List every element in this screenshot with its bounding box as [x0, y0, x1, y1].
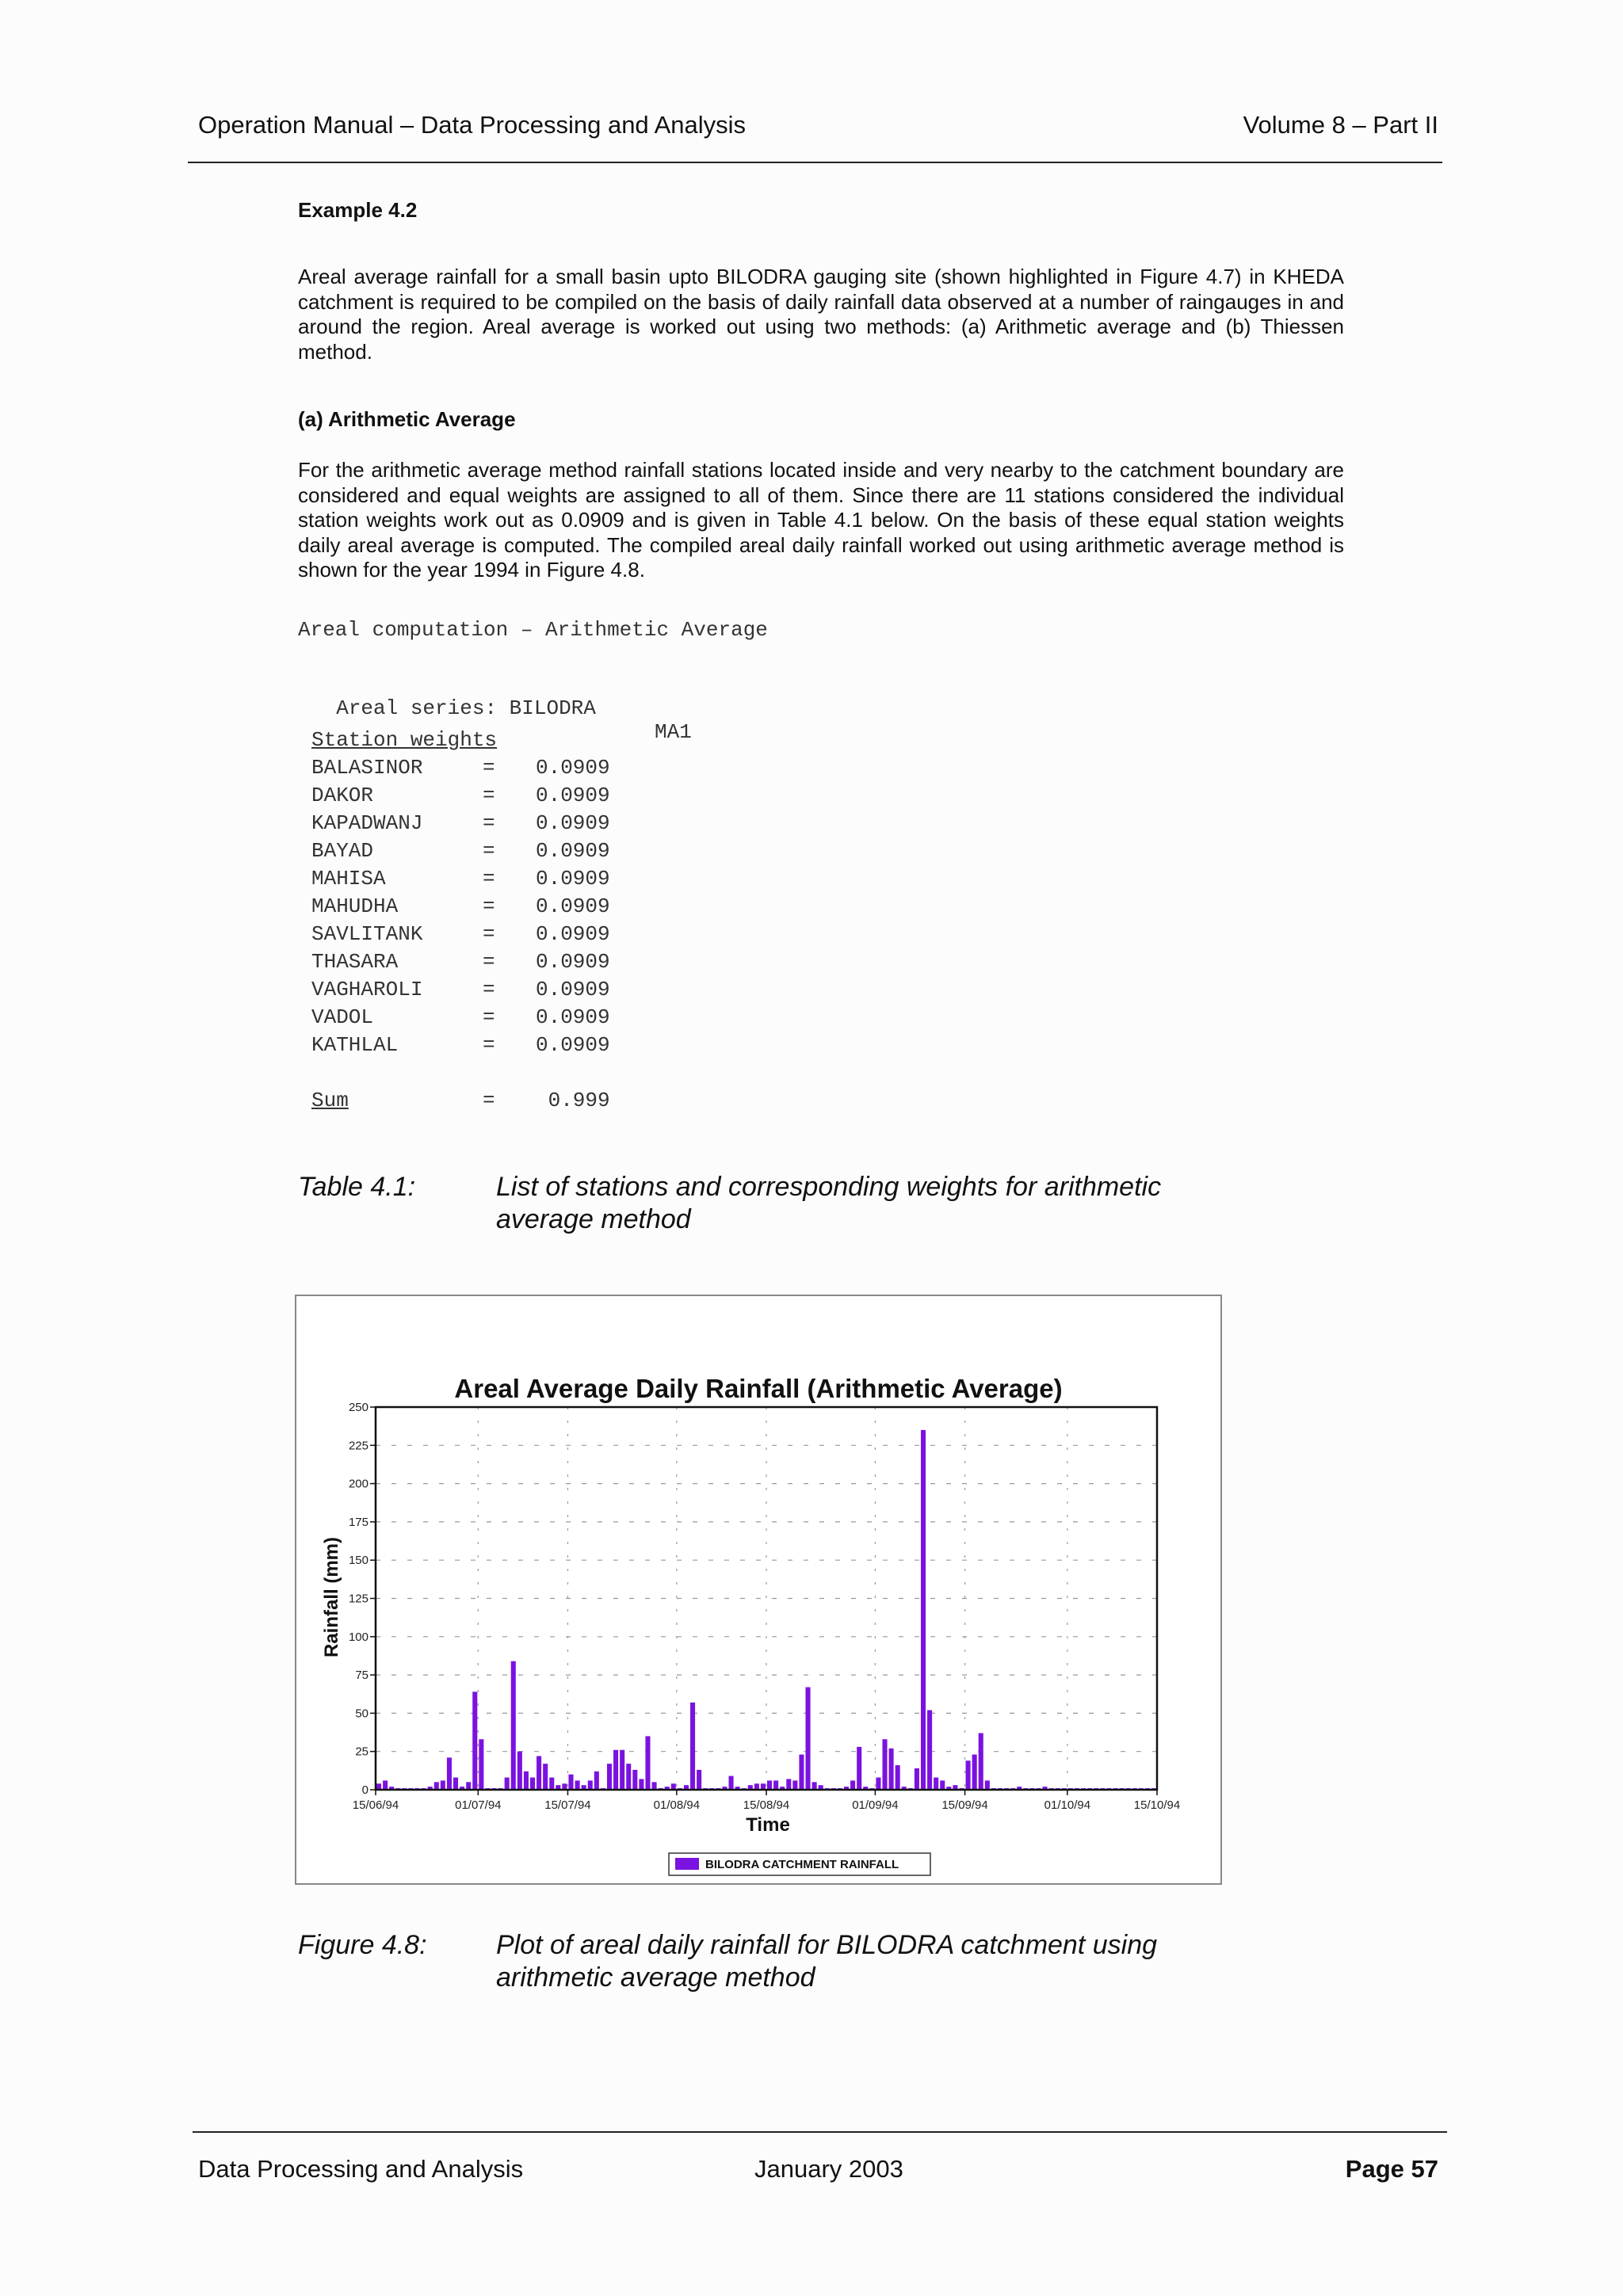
- y-tick-label: 225: [348, 1439, 369, 1453]
- station-name: BAYAD: [311, 839, 374, 863]
- header-left: Operation Manual – Data Processing and Analysis: [198, 111, 747, 139]
- rainfall-bar: [792, 1780, 797, 1790]
- figure-caption-text: Plot of areal daily rainfall for BILODRA catchment using arithmetic average method: [496, 1930, 1158, 1993]
- rainfall-bar: [530, 1778, 535, 1790]
- rainfall-chart-svg: [296, 1296, 1220, 1883]
- station-name: KATHLAL: [311, 1033, 399, 1057]
- chart-title: Areal Average Daily Rainfall (Arithmetic Average): [454, 1374, 1063, 1403]
- table-caption-text: List of stations and corresponding weights for arithmetic average method: [496, 1172, 1162, 1234]
- equals-sign: =: [483, 1033, 495, 1057]
- station-name: MAHUDHA: [311, 894, 399, 918]
- station-weight: 0.0909: [536, 894, 610, 918]
- equals-sign: =: [483, 1005, 495, 1029]
- footer-left: Data Processing and Analysis: [198, 2155, 524, 2183]
- station-weight: 0.0909: [536, 978, 610, 1001]
- rainfall-chart: [295, 1295, 1222, 1885]
- footer-center: January 2003: [754, 2155, 903, 2183]
- rainfall-bar: [537, 1756, 541, 1790]
- header-right: Volume 8 – Part II: [1243, 111, 1438, 139]
- equals-sign: =: [483, 1089, 495, 1112]
- rainfall-bar: [453, 1778, 458, 1790]
- rainfall-bar: [447, 1757, 452, 1790]
- x-tick-label: 15/09/94: [941, 1798, 988, 1812]
- figure-caption-label: Figure 4.8:: [298, 1930, 427, 1960]
- y-tick-label: 50: [355, 1707, 369, 1721]
- station-name: DAKOR: [311, 784, 374, 807]
- rainfall-bar: [889, 1749, 894, 1790]
- x-tick-label: 01/09/94: [852, 1798, 899, 1812]
- y-axis-label: Rainfall (mm): [321, 1536, 342, 1658]
- rainfall-bar: [383, 1780, 388, 1790]
- station-weight: 0.0909: [536, 867, 610, 891]
- station-weight: 0.0909: [536, 1005, 610, 1029]
- page-header: [198, 111, 1438, 139]
- rainfall-bar: [799, 1755, 804, 1790]
- legend-label: BILODRA CATCHMENT RAINFALL: [705, 1858, 899, 1871]
- rainfall-bar: [767, 1780, 772, 1790]
- rainfall-bar: [511, 1661, 516, 1790]
- series-code: MA1: [655, 720, 692, 744]
- equals-sign: =: [483, 784, 495, 807]
- rainfall-bar: [786, 1779, 791, 1790]
- x-tick-label: 15/10/94: [1133, 1798, 1181, 1812]
- computation-title: Areal computation – Arithmetic Average: [298, 618, 768, 642]
- x-tick-label: 01/10/94: [1044, 1798, 1091, 1812]
- station-name: SAVLITANK: [311, 922, 423, 946]
- intro-paragraph: Areal average rainfall for a small basin upto BILODRA gauging site (shown highlighted in Figure 4.7) in KHEDA catchment is required to be compiled on the basis of daily rainfall data observed at a number of raingauges in and around the region. Areal average is worked out using two methods: (a) Arithmetic average and (b) Thiessen method.: [298, 265, 1344, 364]
- rainfall-bar: [594, 1772, 599, 1790]
- y-tick-label: 25: [355, 1745, 369, 1759]
- station-weight: 0.0909: [536, 839, 610, 863]
- equals-sign: =: [483, 811, 495, 835]
- rainfall-bar: [966, 1760, 971, 1790]
- sum-label: Sum: [311, 1089, 349, 1112]
- header-divider: [188, 162, 1442, 163]
- series-label: Areal series: BILODRA: [336, 696, 596, 720]
- rainfall-bar: [896, 1765, 900, 1790]
- x-tick-label: 15/07/94: [544, 1798, 591, 1812]
- rainfall-bar: [882, 1739, 887, 1790]
- rainfall-bar: [806, 1688, 811, 1790]
- y-tick-label: 100: [348, 1630, 369, 1644]
- y-tick-label: 125: [348, 1592, 369, 1606]
- rainfall-bar: [613, 1750, 618, 1790]
- rainfall-bar: [697, 1770, 701, 1790]
- equals-sign: =: [483, 839, 495, 863]
- rainfall-bar: [505, 1778, 510, 1790]
- rainfall-bar: [915, 1768, 919, 1790]
- rainfall-bar: [850, 1780, 855, 1790]
- rainfall-bar: [985, 1780, 990, 1790]
- x-tick-label: 01/08/94: [653, 1798, 701, 1812]
- rainfall-bar: [524, 1772, 529, 1790]
- page-number: Page 57: [1345, 2155, 1438, 2183]
- equals-sign: =: [483, 922, 495, 946]
- rainfall-bar: [517, 1752, 522, 1790]
- rainfall-bar: [639, 1779, 643, 1790]
- rainfall-bar: [940, 1780, 945, 1790]
- station-name: MAHISA: [311, 867, 386, 891]
- x-tick-label: 01/07/94: [455, 1798, 502, 1812]
- rainfall-bar: [588, 1780, 593, 1790]
- rainfall-bar: [812, 1782, 817, 1790]
- y-tick-label: 0: [361, 1783, 369, 1797]
- y-tick-label: 200: [348, 1477, 369, 1491]
- rainfall-bar: [466, 1782, 471, 1790]
- rainfall-bar: [921, 1430, 926, 1790]
- rainfall-bar: [773, 1780, 778, 1790]
- rainfall-bar: [934, 1778, 938, 1790]
- rainfall-bar: [479, 1739, 483, 1790]
- rainfall-bar: [979, 1733, 983, 1790]
- station-name: VAGHAROLI: [311, 978, 423, 1001]
- rainfall-bar: [690, 1703, 695, 1790]
- station-weight: 0.0909: [536, 950, 610, 974]
- rainfall-bar: [652, 1782, 657, 1790]
- y-tick-label: 250: [348, 1401, 369, 1414]
- y-tick-label: 75: [355, 1669, 369, 1683]
- rainfall-bar: [857, 1747, 861, 1790]
- weights-heading: Station weights: [311, 728, 498, 752]
- rainfall-bar: [729, 1776, 734, 1790]
- x-tick-label: 15/06/94: [352, 1798, 399, 1812]
- y-tick-label: 175: [348, 1515, 369, 1529]
- rainfall-bar: [543, 1764, 548, 1790]
- rainfall-bar: [441, 1780, 445, 1790]
- rainfall-bar: [876, 1778, 880, 1790]
- section-heading: (a) Arithmetic Average: [298, 407, 516, 431]
- rainfall-bar: [620, 1750, 624, 1790]
- station-name: THASARA: [311, 950, 399, 974]
- equals-sign: =: [483, 867, 495, 891]
- equals-sign: =: [483, 978, 495, 1001]
- rainfall-bar: [549, 1778, 554, 1790]
- station-name: VADOL: [311, 1005, 374, 1029]
- rainfall-bar: [632, 1770, 637, 1790]
- rainfall-bar: [472, 1691, 477, 1790]
- table-caption-label: Table 4.1:: [298, 1172, 416, 1202]
- equals-sign: =: [483, 756, 495, 780]
- rainfall-bar: [434, 1782, 439, 1790]
- x-axis-label: Time: [746, 1814, 790, 1836]
- rainfall-bar: [645, 1736, 650, 1790]
- section-paragraph: For the arithmetic average method rainfall stations located inside and very nearby to the catchment boundary are considered and equal weights are assigned to all of them. Since there are 11 stations considered the individual station weights work out as 0.0909 and is given in Table 4.1 below. On the basis of these equal station weights daily areal average is computed. The compiled areal daily rainfall worked out using arithmetic average method is shown for the year 1994 in Figure 4.8.: [298, 458, 1344, 582]
- y-tick-label: 150: [348, 1554, 369, 1568]
- station-name: BALASINOR: [311, 756, 423, 780]
- equals-sign: =: [483, 894, 495, 918]
- legend-swatch: [675, 1858, 699, 1870]
- station-weight: 0.0909: [536, 811, 610, 835]
- station-weight: 0.0909: [536, 784, 610, 807]
- example-title: Example 4.2: [298, 198, 418, 222]
- equals-sign: =: [483, 950, 495, 974]
- station-weight: 0.0909: [536, 922, 610, 946]
- station-weight: 0.0909: [536, 756, 610, 780]
- station-weight: 0.0909: [536, 1033, 610, 1057]
- sum-value: 0.999: [536, 1089, 610, 1112]
- rainfall-bar: [626, 1764, 631, 1790]
- rainfall-bar: [568, 1775, 573, 1790]
- rainfall-bar: [972, 1755, 977, 1790]
- rainfall-bar: [927, 1711, 932, 1790]
- rainfall-bar: [575, 1780, 580, 1790]
- footer-divider: [193, 2131, 1447, 2133]
- rainfall-bar: [607, 1764, 612, 1790]
- station-name: KAPADWANJ: [311, 811, 423, 835]
- x-tick-label: 15/08/94: [743, 1798, 790, 1812]
